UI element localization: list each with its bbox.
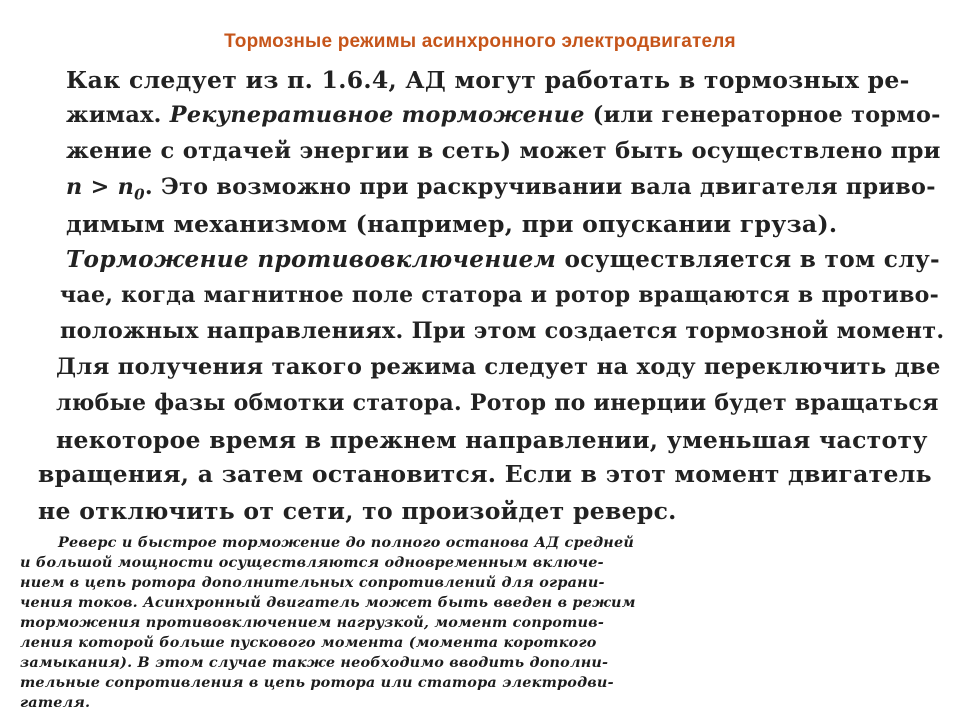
term-regenerative-braking: Рекуперативное торможение [169,102,585,128]
paragraph3-line-2: и большой мощности осуществляются одновременным включе- [20,554,604,571]
paragraph2-line-7: вращения, а затем остановится. Если в этот момент двигатель [38,460,932,488]
paragraph3-line-1: Реверс и быстрое торможение до полного останова АД средней [58,534,634,551]
paragraph3-line-7: замыкания). В этом случае также необходимо вводить дополни- [20,654,609,671]
term-plugging-braking: Торможение противовключением [66,246,557,273]
paragraph2-line-2: чае, когда магнитное поле статора и ротор вращаются в противо- [60,282,940,308]
formula-n-gt-n0: n > n [66,174,135,200]
paragraph3-line-4: чения токов. Асинхронный двигатель может быть введен в режим [20,594,636,611]
paragraph1-line-5: димым механизмом (например, при опускании груза). [66,210,838,238]
paragraph1-line-3: жение с отдачей энергии в сеть) может быть осуществлено при [66,138,941,164]
paragraph2-line-3: положных направлениях. При этом создается тормозной момент. [60,318,945,344]
paragraph2-line-6: некоторое время в прежнем направлении, уменьшая частоту [56,426,928,454]
paragraph3-line-8: тельные сопротивления в цепь ротора или статора электродви- [20,674,614,691]
paragraph1-line-1: Как следует из п. 1.6.4, АД могут работать в тормозных ре- [66,66,910,94]
paragraph3-line-6: ления которой больше пускового момента (момента короткого [20,634,597,651]
paragraph1-line-4: $n > n_0$. Это возможно при раскручивании вала двигателя приво- [66,174,936,204]
paragraph3-line-3: нием в цепь ротора дополнительных сопротивлений для ограни- [20,574,605,591]
paragraph2-line-1: Торможение противовключением осуществляется в том слу- [66,246,940,273]
paragraph2-line-8: не отключить от сети, то произойдет реверс. [38,497,677,525]
paragraph2-line-5: любые фазы обмотки статора. Ротор по инерции будет вращаться [56,390,939,416]
paragraph1-line-2: жимах. Рекуперативное торможение (или генераторное тормо- [66,102,941,128]
paragraph3-line-5: торможения противовключением нагрузкой, момент сопротив- [20,614,604,631]
paragraph3-line-9: гателя. [20,694,91,711]
paragraph2-line-4: Для получения такого режима следует на ходу переключить две [56,354,941,380]
slide-title: Тормозные режимы асинхронного электродвигателя [224,31,736,52]
